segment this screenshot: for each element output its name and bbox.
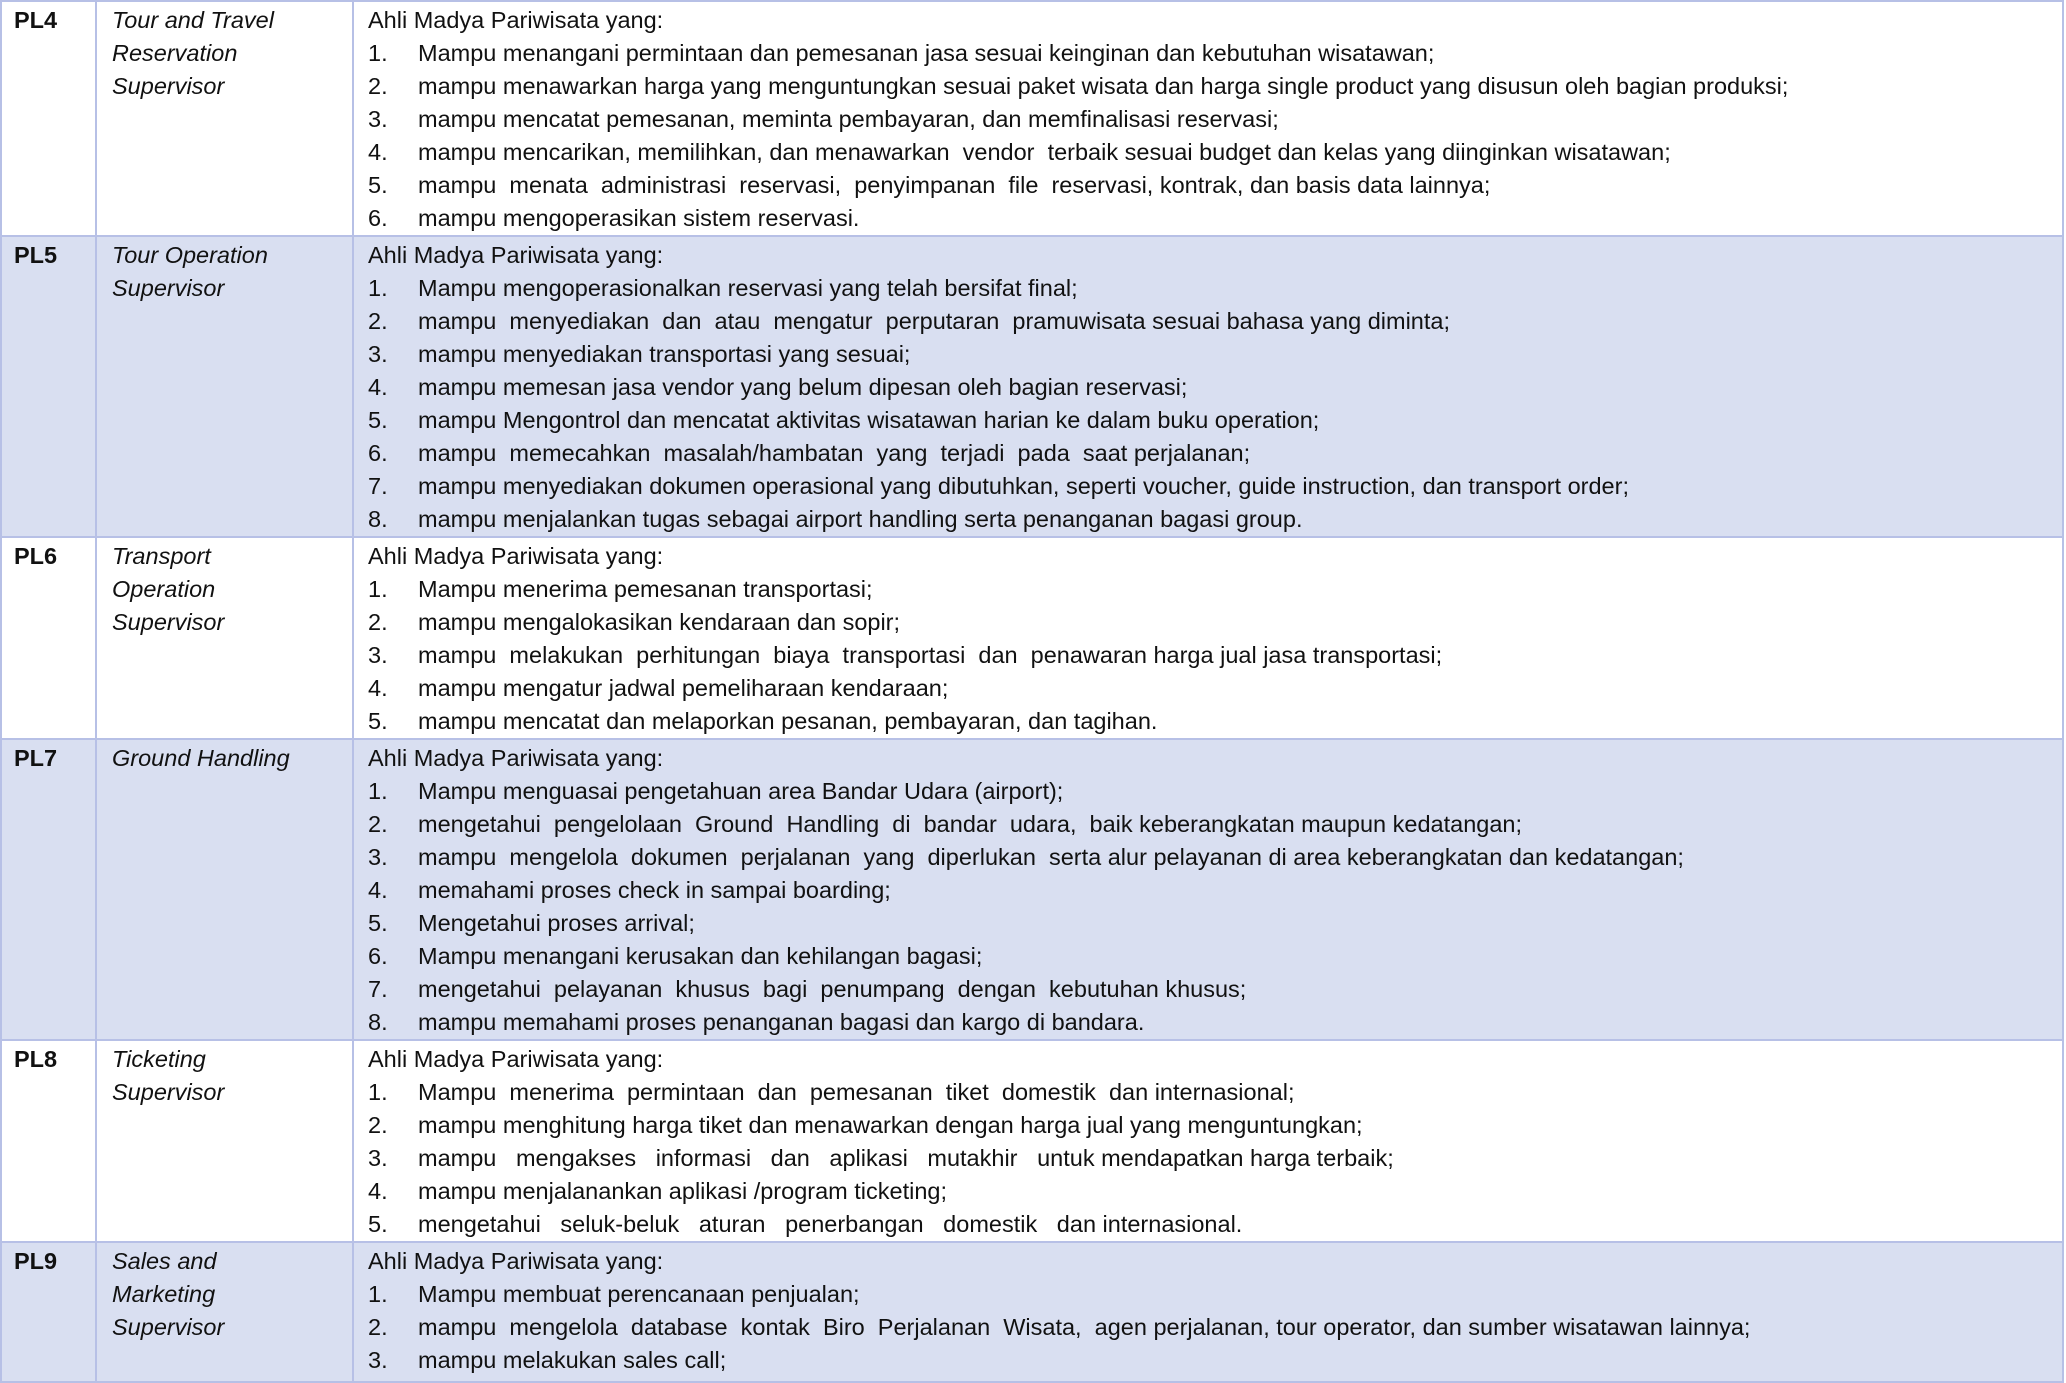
- list-item-number: 1.: [368, 1079, 388, 1105]
- profile-code: PL9: [1, 1242, 96, 1382]
- list-item-text: Mampu menguasai pengetahuan area Bandar Udara (airport);: [418, 778, 1064, 804]
- profile-title-line: Supervisor: [112, 275, 225, 301]
- table-row: [1, 1242, 2063, 1382]
- table-row: [1, 236, 2063, 537]
- list-item-number: 3.: [368, 642, 388, 668]
- profile-code: PL4: [1, 1, 96, 236]
- list-item-text: mampu melakukan perhitungan biaya transportasi dan penawaran harga jual jasa transportasi;: [418, 642, 1443, 668]
- list-item-number: 3.: [368, 106, 388, 132]
- profile-description: [353, 1, 2063, 236]
- list-item-text: mampu memecahkan masalah/hambatan yang terjadi pada saat perjalanan;: [418, 440, 1251, 466]
- list-item-text: mengetahui pengelolaan Ground Handling di bandar udara, baik keberangkatan maupun kedatangan;: [418, 811, 1522, 837]
- profile-title: [96, 1, 353, 236]
- list-item-text: mampu memahami proses penanganan bagasi dan kargo di bandara.: [418, 1009, 1145, 1035]
- list-item-text: mampu mengatur jadwal pemeliharaan kendaraan;: [418, 675, 949, 701]
- list-item-text: mampu menghitung harga tiket dan menawarkan dengan harga jual yang menguntungkan;: [418, 1112, 1363, 1138]
- list-item: [368, 272, 2062, 305]
- profile-code: PL5: [1, 236, 96, 537]
- description-intro: Ahli Madya Pariwisata yang:: [368, 1046, 664, 1072]
- profile-title-line: Supervisor: [112, 1079, 225, 1105]
- list-item: [368, 169, 2062, 202]
- list-item-text: mampu mencatat dan melaporkan pesanan, pembayaran, dan tagihan.: [418, 708, 1158, 734]
- profile-title-line: Supervisor: [112, 1314, 225, 1340]
- competency-list: [368, 573, 2062, 738]
- list-item-text: memahami proses check in sampai boarding;: [418, 877, 891, 903]
- description-intro: Ahli Madya Pariwisata yang:: [368, 543, 664, 569]
- list-item: [368, 573, 2062, 606]
- list-item: [368, 907, 2062, 940]
- list-item: [368, 874, 2062, 907]
- list-item-text: mampu mencarikan, memilihkan, dan menawarkan vendor terbaik sesuai budget dan kelas yang diinginkan wisatawan;: [418, 139, 1671, 165]
- list-item-number: 1.: [368, 576, 388, 602]
- list-item: [368, 1208, 2062, 1241]
- list-item: [368, 940, 2062, 973]
- list-item-text: mampu mengakses informasi dan aplikasi mutakhir untuk mendapatkan harga terbaik;: [418, 1145, 1394, 1171]
- competency-list: [368, 775, 2062, 1039]
- profile-title-line: Tour Operation: [112, 242, 268, 268]
- list-item-number: 4.: [368, 1178, 388, 1204]
- list-item-text: mengetahui pelayanan khusus bagi penumpang dengan kebutuhan khusus;: [418, 976, 1247, 1002]
- list-item-text: mampu menjalanankan aplikasi /program ticketing;: [418, 1178, 948, 1204]
- list-item: [368, 606, 2062, 639]
- list-item-text: mengetahui seluk-beluk aturan penerbangan domestik dan internasional.: [418, 1211, 1243, 1237]
- list-item-text: mampu melakukan sales call;: [418, 1347, 727, 1373]
- competency-list: [368, 272, 2062, 536]
- list-item: [368, 1109, 2062, 1142]
- list-item-text: mampu Mengontrol dan mencatat aktivitas wisatawan harian ke dalam buku operation;: [418, 407, 1320, 433]
- profile-description: [353, 739, 2063, 1040]
- list-item-text: Mampu menangani permintaan dan pemesanan jasa sesuai keinginan dan kebutuhan wisatawan;: [418, 40, 1435, 66]
- competency-list: [368, 1076, 2062, 1241]
- list-item-number: 1.: [368, 778, 388, 804]
- profile-title-line: Ticketing: [112, 1046, 206, 1072]
- table-body: [1, 1, 2063, 1382]
- list-item-number: 3.: [368, 1347, 388, 1373]
- list-item-number: 8.: [368, 1009, 388, 1035]
- list-item-number: 2.: [368, 1314, 388, 1340]
- profile-title: [96, 537, 353, 739]
- list-item-number: 1.: [368, 1281, 388, 1307]
- competency-list: [368, 37, 2062, 235]
- profile-description: [353, 537, 2063, 739]
- list-item: [368, 775, 2062, 808]
- list-item-number: 4.: [368, 374, 388, 400]
- profile-description: [353, 236, 2063, 537]
- description-intro: Ahli Madya Pariwisata yang:: [368, 242, 664, 268]
- description-intro: Ahli Madya Pariwisata yang:: [368, 1248, 664, 1274]
- list-item-number: 7.: [368, 976, 388, 1002]
- profile-description: [353, 1040, 2063, 1242]
- profile-title-line: Marketing: [112, 1281, 216, 1307]
- list-item: [368, 470, 2062, 503]
- list-item-text: mampu menyediakan dokumen operasional yang dibutuhkan, seperti voucher, guide instruction, dan transport order;: [418, 473, 1629, 499]
- list-item-number: 2.: [368, 1112, 388, 1138]
- list-item: [368, 1278, 2062, 1311]
- profile-description: [353, 1242, 2063, 1382]
- profile-title: [96, 1040, 353, 1242]
- profile-title-line: Supervisor: [112, 73, 225, 99]
- list-item: [368, 37, 2062, 70]
- profile-title-line: Tour and Travel: [112, 7, 274, 33]
- list-item-number: 5.: [368, 1211, 388, 1237]
- list-item-text: mampu memesan jasa vendor yang belum dipesan oleh bagian reservasi;: [418, 374, 1188, 400]
- profile-title-line: Reservation: [112, 40, 238, 66]
- list-item: [368, 1311, 2062, 1344]
- profile-code: PL8: [1, 1040, 96, 1242]
- list-item: [368, 1344, 2062, 1377]
- list-item: [368, 503, 2062, 536]
- list-item-text: Mampu menerima pemesanan transportasi;: [418, 576, 873, 602]
- list-item-text: mampu menawarkan harga yang menguntungkan sesuai paket wisata dan harga single product yang disusun oleh bagian produksi;: [418, 73, 1789, 99]
- table-row: [1, 739, 2063, 1040]
- list-item-number: 7.: [368, 473, 388, 499]
- list-item: [368, 103, 2062, 136]
- profile-title: [96, 236, 353, 537]
- list-item-number: 2.: [368, 73, 388, 99]
- list-item-number: 3.: [368, 1145, 388, 1171]
- profile-code: PL6: [1, 537, 96, 739]
- list-item-text: Mengetahui proses arrival;: [418, 910, 695, 936]
- list-item: [368, 338, 2062, 371]
- list-item-number: 3.: [368, 844, 388, 870]
- list-item-number: 4.: [368, 675, 388, 701]
- list-item-number: 3.: [368, 341, 388, 367]
- list-item: [368, 1006, 2062, 1039]
- list-item: [368, 437, 2062, 470]
- list-item: [368, 371, 2062, 404]
- description-intro: Ahli Madya Pariwisata yang:: [368, 745, 664, 771]
- list-item-text: Mampu menerima permintaan dan pemesanan tiket domestik dan internasional;: [418, 1079, 1295, 1105]
- list-item: [368, 305, 2062, 338]
- profile-code: PL7: [1, 739, 96, 1040]
- list-item: [368, 639, 2062, 672]
- profile-title-line: Sales and: [112, 1248, 217, 1274]
- list-item: [368, 202, 2062, 235]
- list-item: [368, 1142, 2062, 1175]
- list-item-number: 2.: [368, 811, 388, 837]
- profile-title-line: Supervisor: [112, 609, 225, 635]
- list-item-number: 2.: [368, 609, 388, 635]
- list-item-text: mampu mengoperasikan sistem reservasi.: [418, 205, 860, 231]
- competency-list: [368, 1278, 2062, 1377]
- list-item-number: 5.: [368, 172, 388, 198]
- list-item-number: 5.: [368, 910, 388, 936]
- list-item: [368, 705, 2062, 738]
- list-item-number: 5.: [368, 407, 388, 433]
- list-item: [368, 136, 2062, 169]
- list-item-text: mampu menjalankan tugas sebagai airport handling serta penanganan bagasi group.: [418, 506, 1303, 532]
- list-item-text: Mampu membuat perencanaan penjualan;: [418, 1281, 860, 1307]
- list-item-number: 4.: [368, 139, 388, 165]
- table-row: [1, 1, 2063, 236]
- list-item-number: 6.: [368, 205, 388, 231]
- list-item-text: mampu menyediakan transportasi yang sesuai;: [418, 341, 911, 367]
- list-item: [368, 808, 2062, 841]
- list-item-number: 6.: [368, 943, 388, 969]
- table-row: [1, 537, 2063, 739]
- list-item: [368, 70, 2062, 103]
- list-item-text: mampu menata administrasi reservasi, penyimpanan file reservasi, kontrak, dan basis data lainnya;: [418, 172, 1491, 198]
- list-item: [368, 841, 2062, 874]
- profile-title-line: Transport: [112, 543, 211, 569]
- table-row: [1, 1040, 2063, 1242]
- list-item: [368, 1175, 2062, 1208]
- list-item-text: Mampu mengoperasionalkan reservasi yang telah bersifat final;: [418, 275, 1078, 301]
- list-item-number: 2.: [368, 308, 388, 334]
- list-item-text: mampu menyediakan dan atau mengatur perputaran pramuwisata sesuai bahasa yang diminta;: [418, 308, 1450, 334]
- list-item-number: 1.: [368, 275, 388, 301]
- list-item: [368, 973, 2062, 1006]
- profile-title: [96, 1242, 353, 1382]
- list-item-number: 6.: [368, 440, 388, 466]
- description-intro: Ahli Madya Pariwisata yang:: [368, 7, 664, 33]
- list-item-text: mampu mencatat pemesanan, meminta pembayaran, dan memfinalisasi reservasi;: [418, 106, 1279, 132]
- list-item: [368, 404, 2062, 437]
- list-item-text: Mampu menangani kerusakan dan kehilangan bagasi;: [418, 943, 983, 969]
- list-item-text: mampu mengelola dokumen perjalanan yang diperlukan serta alur pelayanan di area keberangkatan dan kedatangan;: [418, 844, 1684, 870]
- list-item: [368, 672, 2062, 705]
- list-item-number: 5.: [368, 708, 388, 734]
- profile-title-line: Ground Handling: [112, 745, 290, 771]
- list-item-text: mampu mengalokasikan kendaraan dan sopir;: [418, 609, 901, 635]
- list-item-text: mampu mengelola database kontak Biro Perjalanan Wisata, agen perjalanan, tour operator, dan sumber wisatawan lainnya;: [418, 1314, 1751, 1340]
- profile-title-line: Operation: [112, 576, 216, 602]
- list-item: [368, 1076, 2062, 1109]
- list-item-number: 1.: [368, 40, 388, 66]
- list-item-number: 4.: [368, 877, 388, 903]
- profile-title: [96, 739, 353, 1040]
- list-item-number: 8.: [368, 506, 388, 532]
